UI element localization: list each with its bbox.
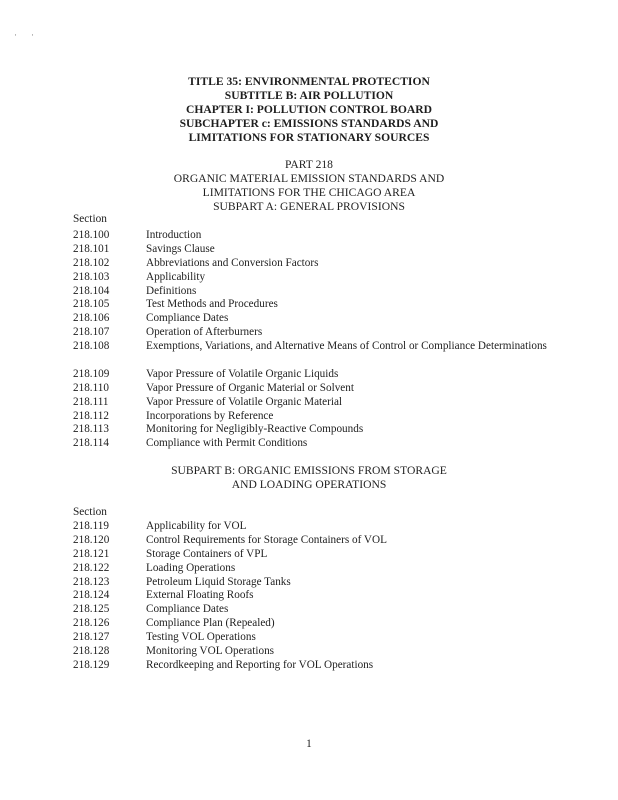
section-title: Operation of Afterburners <box>146 326 263 339</box>
section-title: Definitions <box>146 284 197 297</box>
toc-row[interactable] <box>0 548 618 562</box>
section-number: 218.100 <box>73 229 110 241</box>
toc-row[interactable] <box>0 271 618 285</box>
section-title: Applicability <box>146 270 206 283</box>
section-title: Recordkeeping and Reporting for VOL Operations <box>146 658 374 671</box>
section-title: Storage Containers of VPL <box>146 547 268 560</box>
section-title: External Floating Roofs <box>146 589 254 602</box>
subpart-b-heading-line: SUBPART B: ORGANIC EMISSIONS FROM STORAGE <box>171 464 447 477</box>
toc-row[interactable] <box>0 631 618 645</box>
section-number: 218.102 <box>73 256 110 269</box>
section-number: 218.108 <box>73 340 110 353</box>
toc-row[interactable] <box>0 312 618 326</box>
section-title: Test Methods and Procedures <box>146 298 278 311</box>
section-number: 218.127 <box>73 631 110 644</box>
section-title: Compliance Dates <box>146 603 229 616</box>
chapter-line: CHAPTER I: POLLUTION CONTROL BOARD <box>185 103 433 116</box>
section-label-b: Section <box>73 506 107 518</box>
section-title: Testing VOL Operations <box>146 631 256 644</box>
section-title: Exemptions, Variations, and Alternative Means of Control or Compliance Determinations <box>146 340 547 353</box>
section-number: 218.123 <box>73 575 110 588</box>
subpart-b-heading-line-2: AND LOADING OPERATIONS <box>231 478 387 491</box>
toc-row[interactable] <box>0 520 618 534</box>
section-number: 218.104 <box>73 284 110 297</box>
toc-row[interactable] <box>0 396 618 410</box>
section-number: 218.101 <box>73 242 110 255</box>
section-title: Vapor Pressure of Volatile Organic Material <box>146 395 343 408</box>
part-header <box>0 158 618 214</box>
section-number: 218.128 <box>73 645 110 658</box>
toc-row[interactable] <box>0 368 618 382</box>
section-title: Compliance Dates <box>146 312 229 325</box>
section-title: Compliance with Permit Conditions <box>146 437 308 450</box>
toc-row[interactable] <box>0 659 618 673</box>
section-number: 218.109 <box>73 367 110 380</box>
section-title: Incorporations by Reference <box>146 409 274 422</box>
toc-row[interactable] <box>0 229 618 243</box>
section-title: Abbreviations and Conversion Factors <box>146 256 319 269</box>
subchapter-line: SUBCHAPTER c: EMISSIONS STANDARDS AND <box>179 117 439 130</box>
subpart-a-heading: SUBPART A: GENERAL PROVISIONS <box>213 200 405 213</box>
section-number: 218.114 <box>73 437 109 450</box>
toc-row[interactable] <box>0 326 618 340</box>
section-title: Monitoring for Negligibly-Reactive Compounds <box>146 423 364 436</box>
section-number: 218.120 <box>73 533 110 546</box>
section-number: 218.103 <box>73 270 110 283</box>
section-number: 218.125 <box>73 603 110 616</box>
section-title: Compliance Plan (Repealed) <box>146 617 275 630</box>
section-title: Control Requirements for Storage Containers of VOL <box>146 533 387 546</box>
subpart-a-toc <box>0 229 618 451</box>
section-number: 218.129 <box>73 658 110 671</box>
toc-row[interactable] <box>0 298 618 312</box>
section-title: Introduction <box>146 229 202 241</box>
section-number: 218.124 <box>73 589 110 602</box>
section-number: 218.106 <box>73 312 110 325</box>
part-number: PART 218 <box>285 158 333 171</box>
toc-row[interactable] <box>0 243 618 257</box>
section-number: 218.113 <box>73 423 109 436</box>
section-number: 218.126 <box>73 617 110 630</box>
toc-row[interactable] <box>0 382 618 396</box>
section-number: 218.105 <box>73 298 110 311</box>
subchapter-line-2: LIMITATIONS FOR STATIONARY SOURCES <box>188 131 430 144</box>
section-title: Applicability for VOL <box>146 520 247 532</box>
title-header <box>0 75 618 145</box>
subpart-b-toc <box>0 520 618 673</box>
toc-row[interactable] <box>0 617 618 631</box>
section-label-a: Section <box>73 213 107 225</box>
toc-row[interactable] <box>0 603 618 617</box>
toc-row[interactable] <box>0 645 618 659</box>
toc-row[interactable] <box>0 423 618 437</box>
toc-row[interactable] <box>0 534 618 548</box>
section-number: 218.112 <box>73 409 109 422</box>
subpart-b-heading <box>0 464 618 492</box>
toc-row[interactable] <box>0 285 618 299</box>
title-line: TITLE 35: ENVIRONMENTAL PROTECTION <box>188 75 430 88</box>
toc-row[interactable] <box>0 576 618 590</box>
section-title: Savings Clause <box>146 242 215 255</box>
toc-row[interactable] <box>0 257 618 271</box>
section-number: 218.121 <box>73 547 110 560</box>
toc-row[interactable] <box>0 410 618 424</box>
page-number: 1 <box>306 738 312 750</box>
section-number: 218.111 <box>73 395 109 408</box>
section-title: Vapor Pressure of Volatile Organic Liquids <box>146 367 339 380</box>
section-number: 218.122 <box>73 561 110 574</box>
section-title: Loading Operations <box>146 561 236 574</box>
part-title-line: ORGANIC MATERIAL EMISSION STANDARDS AND <box>173 172 445 185</box>
toc-row[interactable] <box>0 340 618 368</box>
toc-row[interactable] <box>0 589 618 603</box>
section-title: Vapor Pressure of Organic Material or Solvent <box>146 381 354 394</box>
section-number: 218.110 <box>73 381 109 394</box>
section-number: 218.119 <box>73 520 109 532</box>
scan-specks: ·· <box>14 30 48 40</box>
section-title: Monitoring VOL Operations <box>146 645 275 658</box>
section-number: 218.107 <box>73 326 110 339</box>
toc-row[interactable] <box>0 562 618 576</box>
toc-row[interactable] <box>0 437 618 451</box>
section-title: Petroleum Liquid Storage Tanks <box>146 575 291 588</box>
subtitle-line: SUBTITLE B: AIR POLLUTION <box>224 89 394 102</box>
part-title-line-2: LIMITATIONS FOR THE CHICAGO AREA <box>202 186 416 199</box>
